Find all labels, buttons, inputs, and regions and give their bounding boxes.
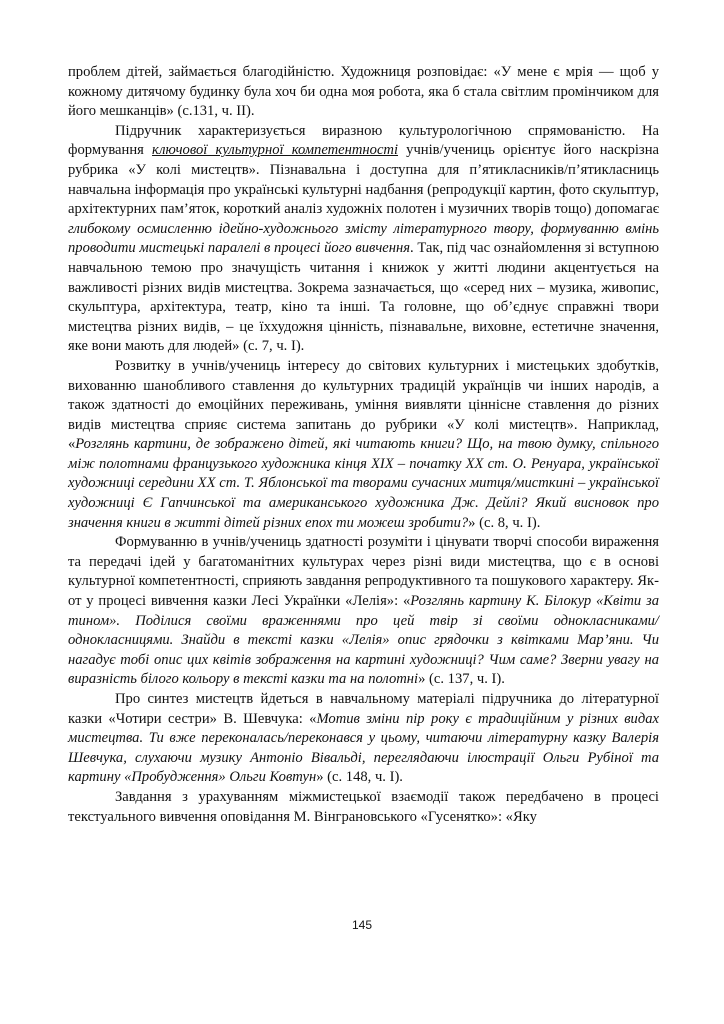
italic-quote: Розглянь картини, де зображено дітей, які читають книги? Що, на твою думку, спільного між полотнами французького художника кінця ХІХ – початку ХХ ст. О. Ренуара, української художниці середини ХХ ст. Т. Яблонської та творами сучасних митця/мисткині – української художниці Є Гапчинської та американського художника Дж. Дейлі? Який висновок про значення книги в житті дітей різних епох ти можеш зробити? (68, 436, 659, 531)
paragraph-6: Завдання з урахуванням міжмистецької взаємодії також передбачено в процесі текстуального вивчення оповідання М. Вінграновського «Гусенятко»: «Яку (68, 788, 659, 825)
paragraph-1: проблем дітей, займається благодійністю. Художниця розповідає: «У мене є мрія — щоб у кожному дитячому будинку була хоч би одна моя робота, яка б стала світлим промінчиком для його мешканців» (с.131, ч. ІІ). (68, 64, 659, 120)
paragraph-2: Підручник характеризується виразною культурологічною спрямованістю. На формування ключової культурної компетентності учнів/учениць орієнтує його наскрізна рубрика «У колі мистецтв». Пізнавальна і доступна для п’ятикласників/п’ятикласниць навчальна інформація про українські культурні надбання (репродукції картин, фото скульптур, архітектурних пам’яток, короткий аналіз художніх полотен і музичних творів тощо) допомагає глибокому осмисленню ідейно-художнього змісту літературного твору, формуванню вмінь проводити мистецькі паралелі в процесі його вивчення. Так, під час ознайомлення зі вступною навчальною темою про значущість читання і книжок у житті людини акцентується на важливості різних видів мистецтва. Зокрема зазначається, що «серед них – музика, живопис, скульптура, архітектура, театр, кіно та інші. Та головне, що об’єднує справжні твори мистецтва різних видів, – це їххудожня цінність, пізнавальне, виховне, естетичне значення, яке вони мають для людей» (с. 7, ч. І). (68, 122, 659, 355)
page-number: 145 (351, 918, 373, 932)
italic-quote: Розглянь картину К. Білокур «Квіти за тином». Поділися своїми враженнями про цей твір зі своїми однокласниками/однокласницями. Знайди в тексті казки «Лелія» опис грядочки з квітками Мар’яни. Чи нагадує тобі опис цих квітів зображення на картині художниці? Чим саме? Зверни увагу на виразність білого кольору в тексті казки та на полотні (68, 593, 660, 688)
body-text (68, 63, 659, 827)
key-competence-term: ключової культурної компетентності (152, 142, 399, 159)
paragraph-3: Розвитку в учнів/учениць інтересу до світових культурних і мистецьких здобутків, вихованню шанобливого ставлення до культурних традицій українців чи інших народів, а також здатності до емоційних переживань, уміння виявляти ціннісне ставлення до різних видів мистецтва сприяє система запитань до рубрики «У колі мистецтв». Наприклад, «Розглянь картини, де зображено дітей, які читають книги? Що, на твою думку, спільного між полотнами французького художника кінця ХІХ – початку ХХ ст. О. Ренуара, української художниці середини ХХ ст. Т. Яблонської та творами сучасних митця/мисткині – української художниці Є Гапчинської та американського художника Дж. Дейлі? Який висновок про значення книги в житті дітей різних епох ти можеш зробити?» (с. 8, ч. І). (68, 357, 659, 531)
italic-quote: Мотив зміни пір року є традиційним у різних видах мистецтва. Ти вже переконалась/переконався у цьому, читаючи літературну казку Валерія Шевчука, слухаючи музику Антоніо Вівальді, переглядаючи ілюстрації Ольги Рубіної та картину «Пробудження» Ольги Ковтун (68, 710, 659, 786)
paragraph-5: Про синтез мистецтв йдеться в навчальному матеріалі підручника до літературної казки «Чотири сестри» В. Шевчука: «Мотив зміни пір року є традиційним у різних видах мистецтва. Ти вже переконалась/переконався у цьому, читаючи літературну казку Валерія Шевчука, слухаючи музику Антоніо Вівальді, переглядаючи ілюстрації Ольги Рубіної та картину «Пробудження» Ольги Ковтун» (с. 148, ч. І). (68, 691, 659, 786)
paragraph-4: Формуванню в учнів/учениць здатності розуміти і цінувати творчі способи вираження та передачі ідей у багатоманітних культурах через різні види мистецтва, що є в основі культурної компетентності, сприяють завдання репродуктивного та пошукового характеру. Як-от у процесі вивчення казки Лесі Українки «Лелія»: «Розглянь картину К. Білокур «Квіти за тином». Поділися своїми враженнями про цей твір зі своїми однокласниками/однокласницями. Знайди в тексті казки «Лелія» опис грядочки з квітками Мар’яни. Чи нагадує тобі опис цих квітів зображення на картині художниці? Чим саме? Зверни увагу на виразність білого кольору в тексті казки та на полотні» (с. 137, ч. І). (68, 534, 660, 688)
italic-emphasis: глибокому осмисленню ідейно-художнього змісту літературного твору, формуванню вмінь проводити мистецькі паралелі в процесі його вивчення (68, 220, 659, 257)
